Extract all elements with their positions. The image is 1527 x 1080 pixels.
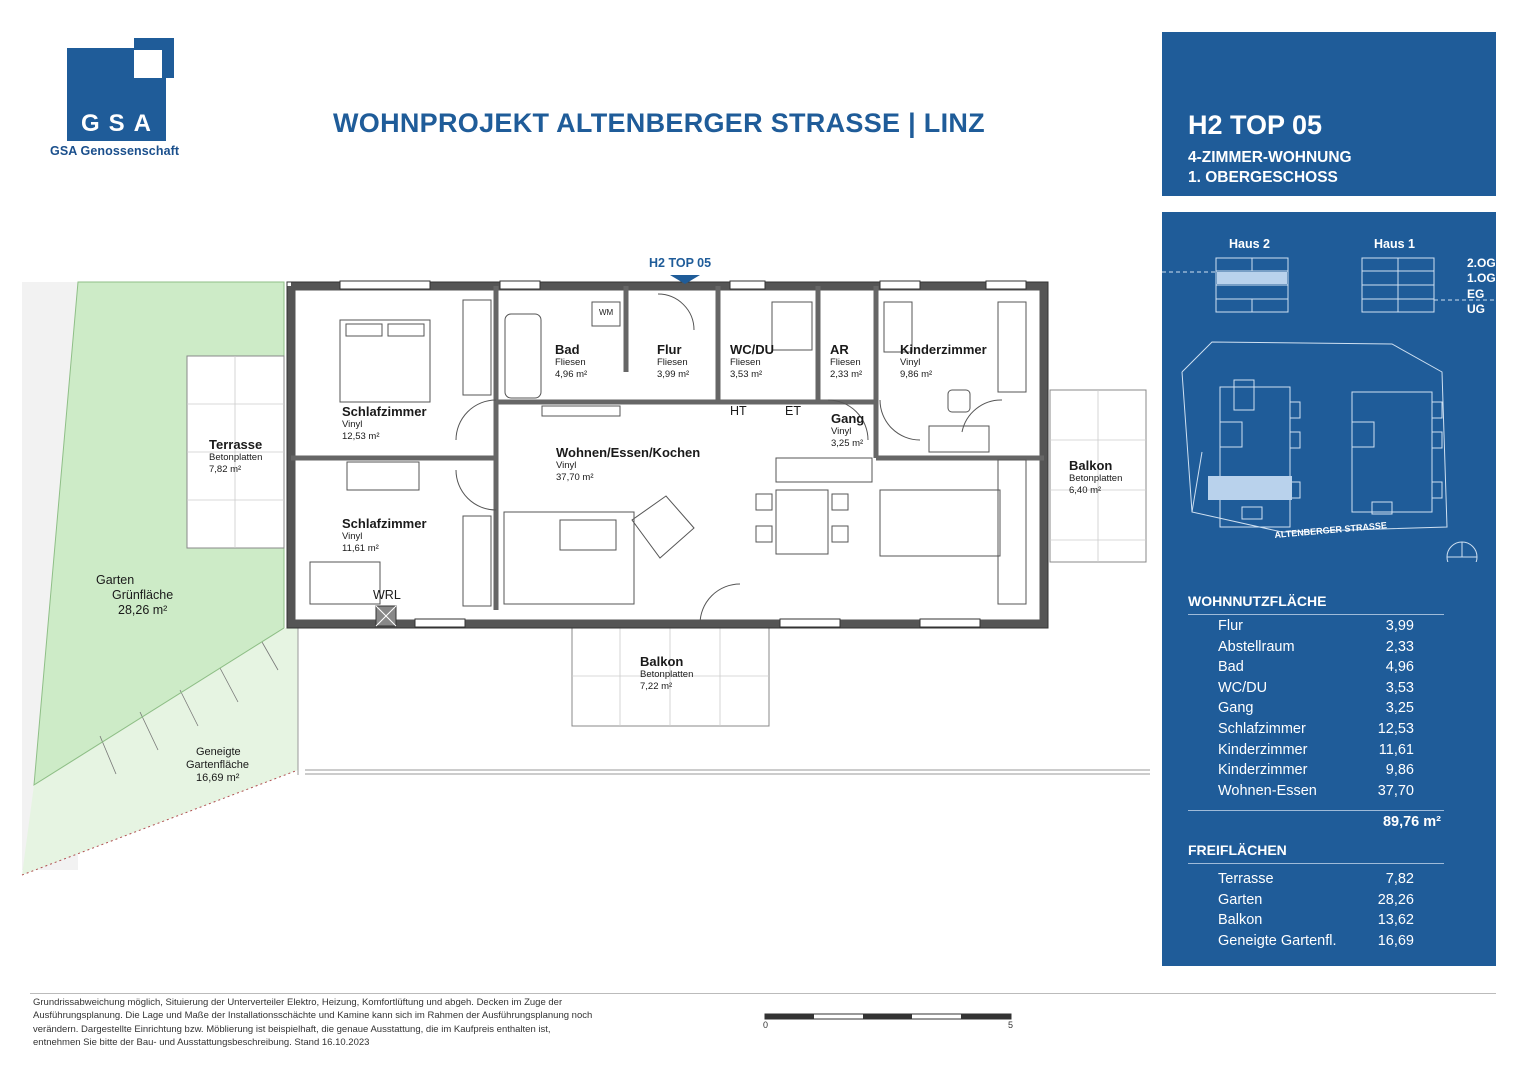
room-label [342, 404, 427, 443]
garden-area: 28,26 m² [118, 603, 168, 617]
haus-2-label: Haus 2 [1229, 237, 1270, 251]
room-label-area: 3,99 m² [657, 369, 690, 380]
room-name: Wohnen-Essen [1218, 782, 1317, 799]
garden-label-2: Grünfläche [112, 588, 174, 602]
room-area: 3,99 [1385, 618, 1414, 634]
room-area: 12,53 [1377, 721, 1414, 737]
room-label-area: 2,33 m² [830, 369, 863, 380]
room-label [900, 342, 987, 381]
room-area: 4,96 [1385, 659, 1414, 676]
unit-header-box [1162, 32, 1496, 196]
outdoor-name: Balkon [1218, 912, 1263, 929]
room-name: Kinderzimmer [1218, 762, 1308, 779]
building-section-diagram [1162, 256, 1496, 320]
room-label-floor: Vinyl [900, 357, 921, 368]
floor-label-eg: EG [1467, 287, 1485, 301]
unit-type: 4-ZIMMER-WOHNUNG [1188, 149, 1352, 166]
project-title: WOHNPROJEKT ALTENBERGER STRASSE | LINZ [333, 108, 985, 138]
haus-1-label: Haus 1 [1374, 237, 1415, 251]
room-label-name: Balkon [1069, 458, 1113, 473]
room-label-name: Gang [831, 411, 865, 426]
room-name: Kinderzimmer [1218, 741, 1308, 758]
room-area: 9,86 [1385, 762, 1414, 779]
room-name: Gang [1218, 700, 1254, 717]
room-label-floor: Betonplatten [640, 669, 694, 680]
wrl-symbol: WRL [373, 588, 401, 602]
room-label-floor: Fliesen [730, 357, 761, 368]
room-label-area: 9,86 m² [900, 369, 933, 380]
room-label-name: Wohnen/Essen/Kochen [556, 445, 701, 460]
room-area: 3,25 [1385, 700, 1414, 717]
scale-end: 5 [1008, 1020, 1014, 1030]
street-label: ALTENBERGER STRASSE [1274, 520, 1388, 540]
outdoor-name: Terrasse [1218, 871, 1274, 887]
room-area: 2,33 [1385, 638, 1414, 655]
room-name: WC/DU [1218, 679, 1268, 696]
room-label-area: 7,22 m² [640, 681, 673, 692]
room-label-area: 12,53 m² [342, 431, 380, 442]
logo-caption: GSA Genossenschaft [50, 144, 180, 158]
outdoor-name: Garten [1218, 891, 1263, 908]
unit-info-panel [1162, 212, 1496, 966]
outdoor-area: 13,62 [1377, 912, 1414, 929]
room-label-floor: Vinyl [342, 531, 363, 542]
room-label-floor: Betonplatten [1069, 473, 1123, 484]
room-label-area: 6,40 m² [1069, 485, 1102, 496]
room-label-name: WC/DU [730, 342, 775, 357]
room-area: 11,61 [1378, 741, 1414, 758]
logo-text: GSA [80, 110, 160, 137]
room-label-floor: Vinyl [342, 419, 363, 430]
wm-symbol: WM [599, 308, 614, 317]
room-label-floor: Fliesen [555, 357, 586, 368]
outdoor-name: Geneigte Gartenfl. [1218, 932, 1337, 949]
room-label-name: AR [830, 342, 849, 357]
outdoor-area: 7,82 [1385, 871, 1414, 887]
room-area: 37,70 [1377, 782, 1414, 799]
sloped-garden-area: 16,69 m² [196, 772, 240, 784]
floor-label-ug: UG [1467, 302, 1485, 316]
room-label-name: Terrasse [209, 437, 263, 452]
living-area-divider [1188, 614, 1444, 615]
outdoor-area: 16,69 [1377, 932, 1414, 949]
room-label-area: 7,82 m² [209, 464, 242, 475]
total-living-area: 89,76 m² [1382, 814, 1441, 830]
room-label-name: Kinderzimmer [900, 342, 987, 357]
scale-start: 0 [763, 1020, 769, 1030]
scale-bar [764, 1012, 1014, 1042]
sloped-garden-label-1: Geneigte [196, 746, 241, 758]
room-label [830, 342, 862, 381]
room-label-floor: Vinyl [831, 426, 852, 437]
room-label-name: Schlafzimmer [342, 404, 427, 419]
room-label-floor: Vinyl [556, 460, 577, 471]
outdoor-area-title: FREIFLÄCHEN [1188, 842, 1287, 858]
floor-plan [0, 250, 1160, 890]
room-label-floor: Fliesen [830, 357, 861, 368]
room-label [831, 411, 864, 450]
room-label-area: 3,53 m² [730, 369, 763, 380]
outdoor-area-divider [1188, 863, 1444, 864]
room-label-name: Flur [657, 342, 682, 357]
room-label-name: Balkon [640, 654, 684, 669]
room-label [556, 445, 700, 484]
room-name: Flur [1218, 618, 1243, 634]
total-divider [1188, 810, 1444, 811]
room-label-area: 4,96 m² [555, 369, 588, 380]
room-label-area: 37,70 m² [556, 472, 594, 483]
gsa-logo [67, 38, 174, 141]
room-label-name: Schlafzimmer [342, 516, 427, 531]
entrance-label: H2 TOP 05 [649, 256, 712, 270]
room-label [730, 342, 774, 381]
room-name: Bad [1218, 659, 1244, 676]
sloped-garden-label-2: Gartenfläche [186, 759, 249, 771]
room-label-name: Bad [555, 342, 580, 357]
room-label [342, 516, 427, 555]
outdoor-area: 28,26 [1377, 891, 1414, 908]
room-name: Schlafzimmer [1218, 721, 1306, 737]
et-symbol: ET [785, 404, 801, 418]
unit-floor: 1. OBERGESCHOSS [1188, 169, 1338, 186]
ht-symbol: HT [730, 404, 747, 418]
room-label [1069, 458, 1122, 497]
garden-label-1: Garten [96, 573, 135, 587]
room-label [209, 437, 262, 476]
room-label-area: 11,61 m² [342, 543, 379, 554]
room-label-floor: Fliesen [657, 357, 688, 368]
room-name: Abstellraum [1218, 638, 1295, 655]
footer-divider [30, 993, 1496, 994]
room-label [657, 342, 689, 381]
room-label [640, 654, 693, 693]
floor-label-2og: 2.OG [1467, 256, 1496, 270]
living-area-title: WOHNNUTZFLÄCHE [1188, 593, 1327, 609]
floor-label-1og: 1.OG [1467, 271, 1496, 285]
disclaimer-text: Grundrissabweichung möglich, Situierung der Unterverteiler Elektro, Heizung, Komfortlüftung und abgeh. Decken im Zuge der Ausführungsplanung. Die Lage und Maße der Installationsschächte und Kamine kann sich im Rahmen der Ausführungsplanung noch verändern. Dargestellte Einrichtung bzw. Möblierung ist beispielhaft, die genaue Ausstattung, die im Kaufpreis enthalten ist, entnehmen Sie bitte der Bau- und Ausstattungsbeschreibung. Stand 16.10.2023 [33, 997, 593, 1049]
room-label-area: 3,25 m² [831, 438, 864, 449]
room-area: 3,53 [1385, 679, 1414, 696]
room-label-floor: Betonplatten [209, 452, 263, 463]
unit-id: H2 TOP 05 [1188, 110, 1323, 140]
room-label [555, 342, 587, 381]
